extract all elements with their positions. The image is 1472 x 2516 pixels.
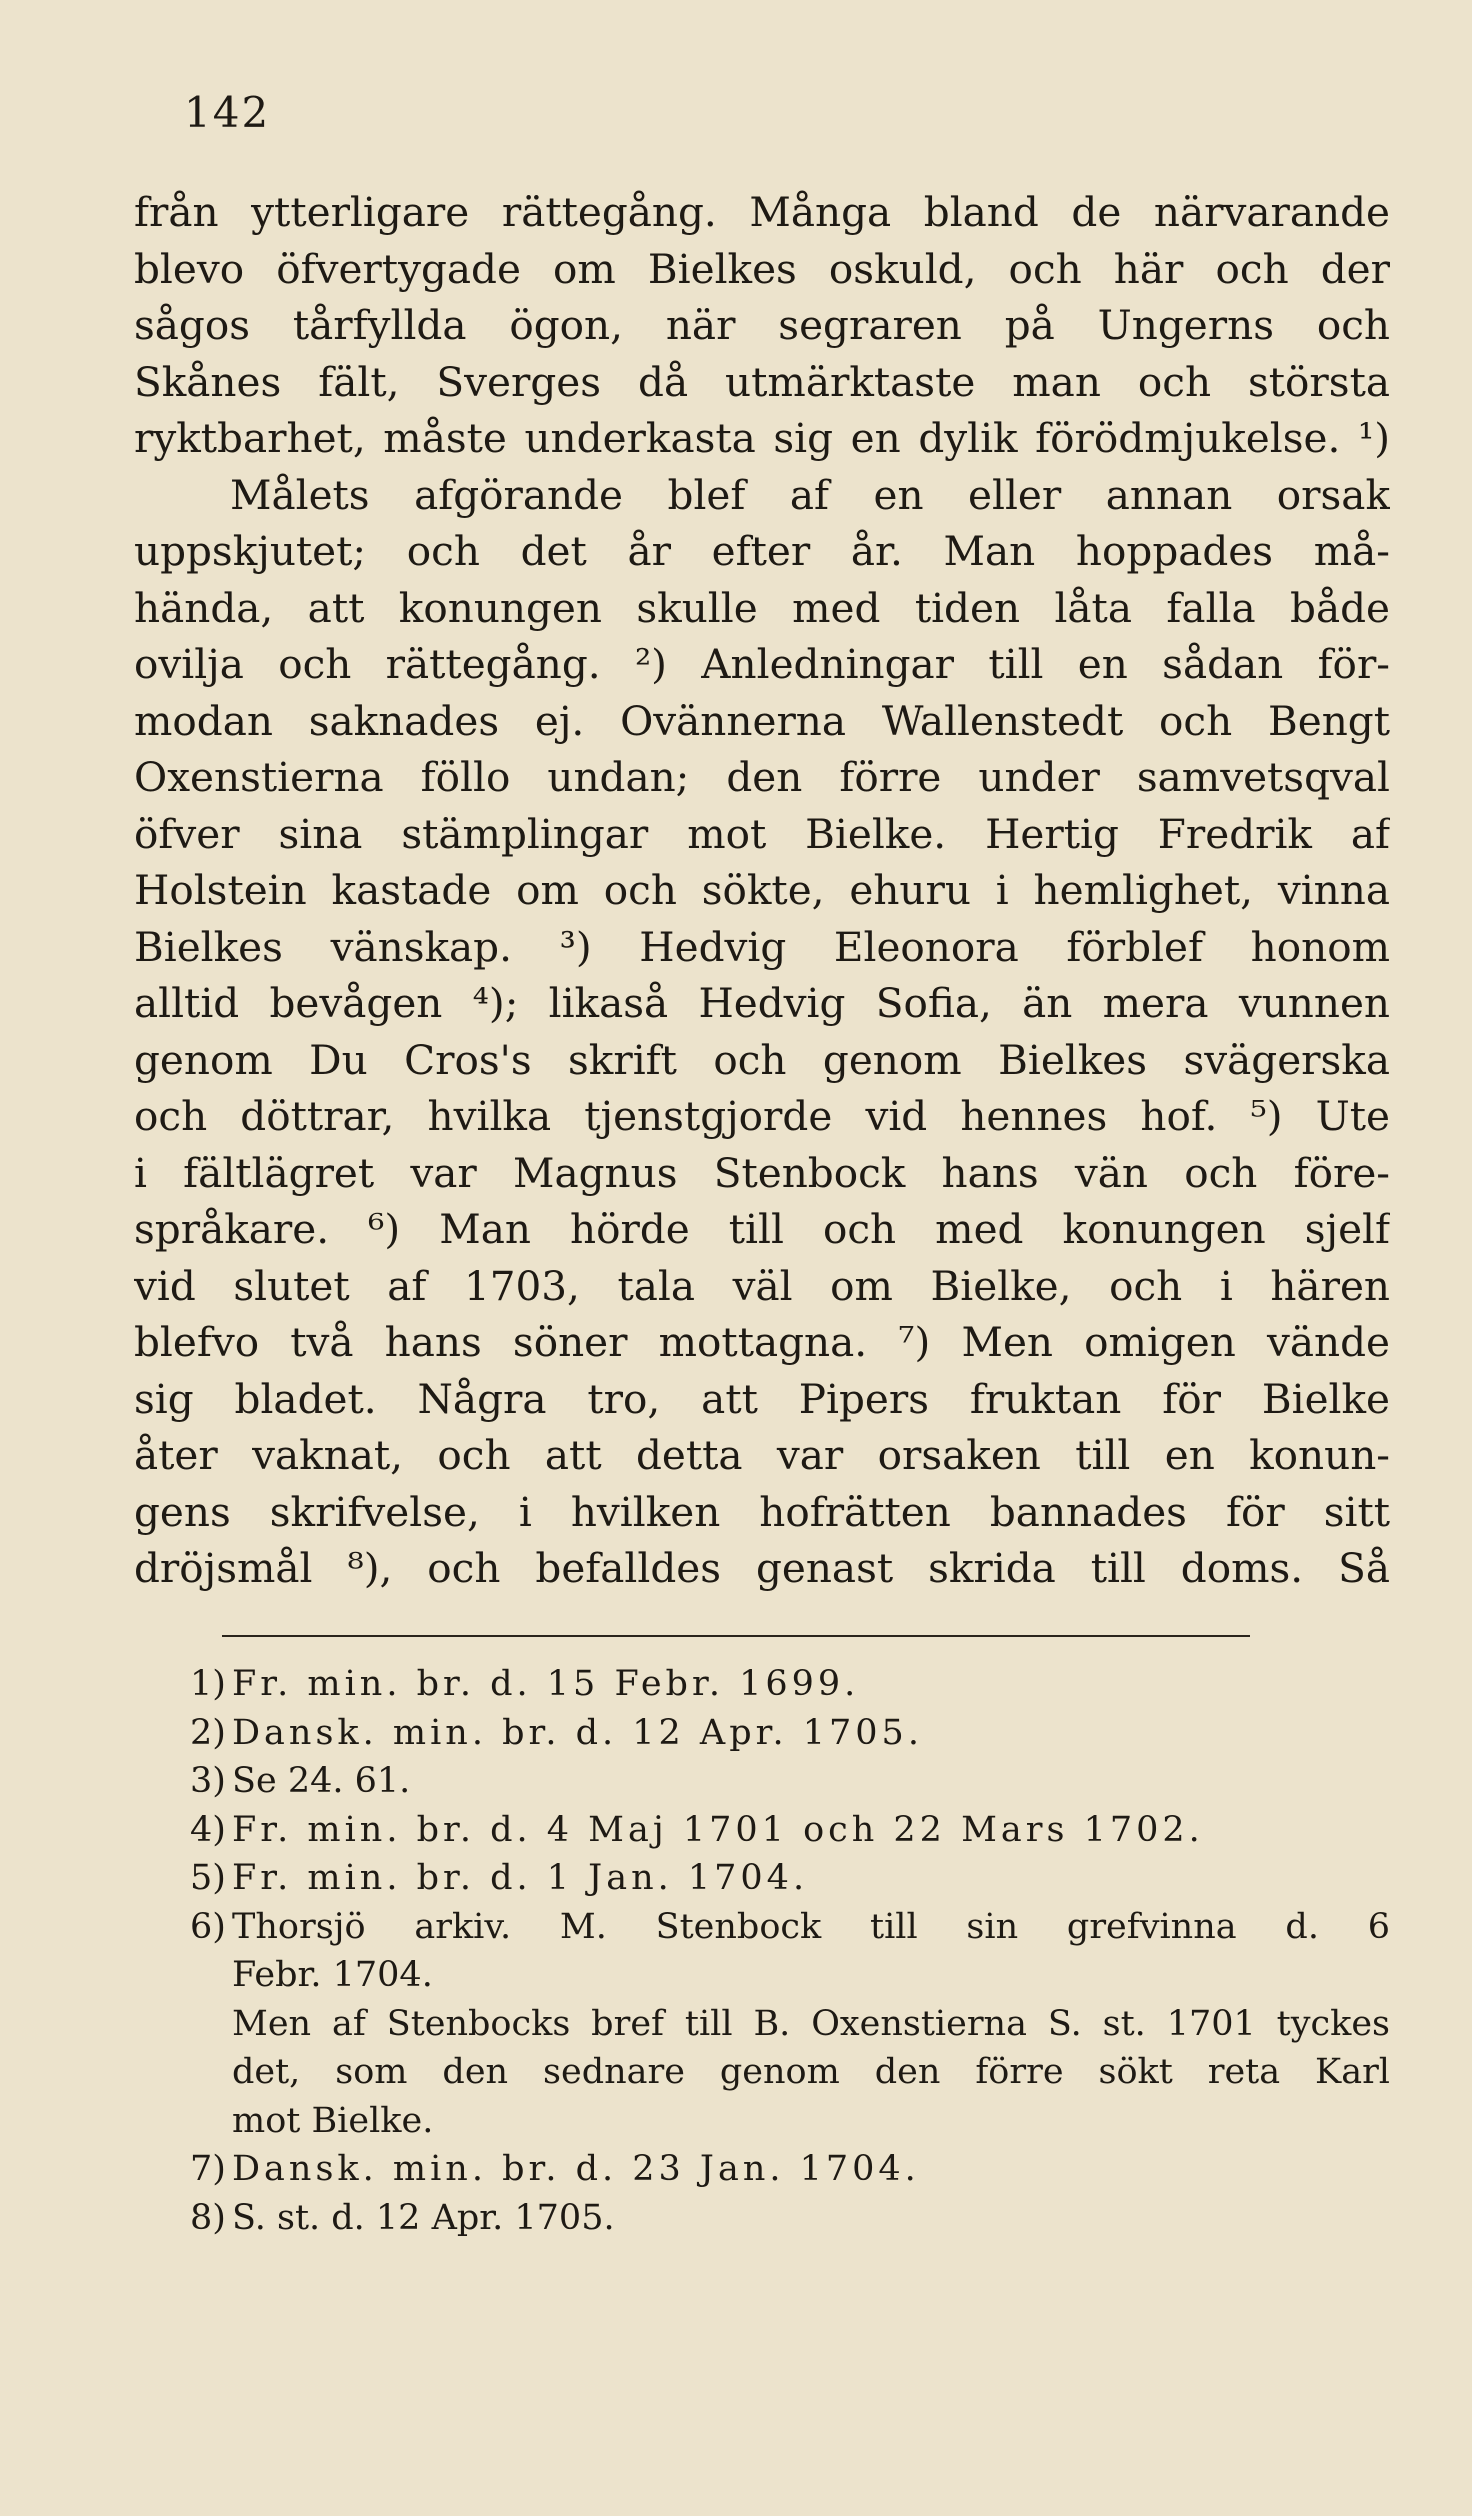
body-text (134, 184, 1390, 1597)
footnote-text: Fr. min. br. d. 4 Maj 1701 och 22 Mars 1702. (232, 1809, 1204, 1850)
footnote-continuation (184, 2097, 1390, 2146)
text-line: Skånes fält, Sverges då utmärktaste man och största (134, 357, 1390, 406)
text-line: språkare. ⁶) Man hörde till och med konungen sjelf (134, 1205, 1390, 1253)
footnote-text: Febr. 1704. (232, 1955, 433, 1995)
text-line: gens skrifvelse, i hvilken hofrätten bannades för sitt (134, 1487, 1390, 1536)
text-line: ryktbarhet, måste underkasta sig en dylik förödmjukelse. ¹) (134, 414, 1390, 462)
text-line: öfver sina stämplingar mot Bielke. Hertig Fredrik af (134, 809, 1390, 858)
text-line: dröjsmål ⁸), och befalldes genast skrida till doms. Så (134, 1544, 1390, 1592)
text-line: Oxenstierna föllo undan; den förre under samvetsqval (134, 753, 1390, 801)
text-line: från ytterligare rättegång. Många bland de närvarande (134, 188, 1390, 236)
text-line: hända, att konungen skulle med tiden låta falla både (134, 583, 1390, 632)
footnote (184, 1903, 1390, 1952)
text-line: sågos tårfyllda ögon, när segraren på Ungerns och (134, 301, 1390, 349)
footnote-divider (222, 1635, 1250, 1637)
text-line: Bielkes vänskap. ³) Hedvig Eleonora förblef honom (134, 922, 1390, 971)
text-line: vid slutet af 1703, tala väl om Bielke, och i hären (134, 1261, 1390, 1310)
footnote-text: mot Bielke. (232, 2100, 434, 2141)
page-number: 142 (184, 88, 271, 137)
footnote-mark: 1) (190, 1664, 226, 1704)
text-line: Holstein kastade om och sökte, ehuru i hemlighet, vinna (134, 866, 1390, 914)
footnote-text: Thorsjö arkiv. M. Stenbock till sin grefvinna d. 6 (232, 1906, 1390, 1947)
text-line: och döttrar, hvilka tjenstgjorde vid hennes hof. ⁵) Ute (134, 1092, 1390, 1140)
footnote-mark: 6) (190, 1906, 226, 1947)
text-line: åter vaknat, och att detta var orsaken till en konun- (134, 1431, 1390, 1479)
text-line: alltid bevågen ⁴); likaså Hedvig Sofia, än mera vunnen (134, 979, 1390, 1027)
footnote-continuation (184, 1951, 1390, 2000)
footnote-text: Fr. min. br. d. 1 Jan. 1704. (232, 1858, 809, 1898)
footnote-text: Dansk. min. br. d. 23 Jan. 1704. (232, 2149, 920, 2189)
text-line: Målets afgörande blef af en eller annan orsak (230, 470, 1390, 519)
footnote-text: Men af Stenbocks bref till B. Oxenstierna S. st. 1701 tyckes (232, 2003, 1390, 2044)
text-line: modan saknades ej. Ovännerna Wallenstedt och Bengt (134, 696, 1390, 745)
footnote (184, 2194, 1390, 2243)
footnote (184, 1806, 1390, 1855)
footnote-text: Dansk. min. br. d. 12 Apr. 1705. (232, 1712, 923, 1753)
footnote-continuation (184, 2000, 1390, 2049)
footnote-text: Se 24. 61. (232, 1761, 411, 1801)
footnote-mark: 4) (190, 1809, 226, 1850)
footnote-mark: 3) (190, 1761, 226, 1801)
footnotes (184, 1660, 1390, 2242)
footnote (184, 2145, 1390, 2194)
footnote-mark: 2) (190, 1712, 226, 1753)
footnote (184, 1709, 1390, 1758)
text-line: uppskjutet; och det år efter år. Man hoppades må- (134, 527, 1390, 575)
text-line: blefvo två hans söner mottagna. ⁷) Men omigen vände (134, 1318, 1390, 1366)
footnote (184, 1757, 1390, 1806)
footnote-mark: 5) (190, 1858, 226, 1898)
text-line: i fältlägret var Magnus Stenbock hans vän och före- (134, 1148, 1390, 1197)
text-line: ovilja och rättegång. ²) Anledningar till en sådan för- (134, 640, 1390, 688)
footnote-text: Fr. min. br. d. 15 Febr. 1699. (232, 1664, 860, 1704)
footnote-text: det, som den sednare genom den förre sökt reta Karl (232, 2052, 1390, 2092)
footnote-mark: 8) (190, 2197, 226, 2238)
footnote (184, 1854, 1390, 1903)
footnote-text: S. st. d. 12 Apr. 1705. (232, 2197, 615, 2238)
text-line: genom Du Cros's skrift och genom Bielkes svägerska (134, 1035, 1390, 1084)
footnote-mark: 7) (190, 2149, 226, 2189)
footnote-continuation (184, 2048, 1390, 2097)
text-line: sig bladet. Några tro, att Pipers fruktan för Bielke (134, 1374, 1390, 1423)
footnote (184, 1660, 1390, 1709)
text-line: blevo öfvertygade om Bielkes oskuld, och här och der (134, 244, 1390, 293)
